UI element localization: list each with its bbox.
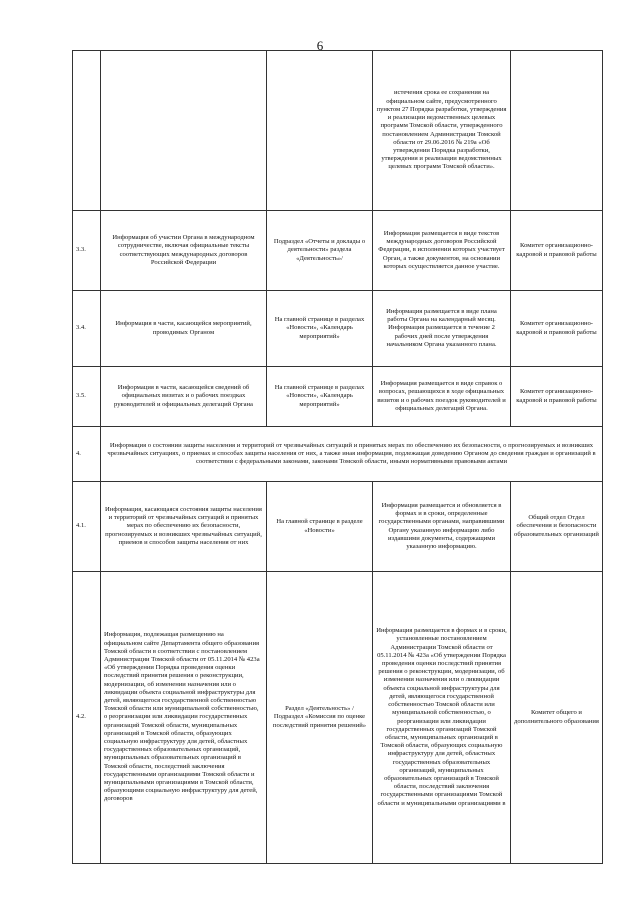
cell-note: истечения срока ее сохранения на официальном сайте, предусмотренного пунктом 27 Порядка разработки, утверждения и реализации ведомственных целевых программ Томской области, утвержденного постановлением Администрации Томской области от 29.06.2016 № 219а «Об утверждении Порядка разработки, утверждения и реализации ведомственных целевых программ Томской области». bbox=[373, 51, 511, 211]
cell-resp: Комитет организационно-кадровой и правовой работы bbox=[511, 291, 603, 367]
cell-place: На главной странице в разделах «Новости», «Календарь мероприятий» bbox=[267, 291, 373, 367]
cell-place: На главной странице в разделе «Новости» bbox=[267, 482, 373, 572]
cell-place bbox=[267, 51, 373, 211]
table-row bbox=[73, 211, 603, 291]
cell-resp: Общий отдел Отдел обеспечения и безопасности образовательных организаций bbox=[511, 482, 603, 572]
section-title: Информация о состоянии защиты населения и территорий от чрезвычайных ситуаций и принятых мерах по обеспечению их безопасности, о прогнозируемых и возникших чрезвычайных ситуациях, о приемах и способах защиты населения от них, а также иная информация, подлежащая доведению Органом до сведения граждан и организаций в соответствии с федеральными законами, законами Томской области, иными нормативными правовыми актами bbox=[101, 427, 603, 482]
cell-info: Информация в части, касающейся мероприятий, проводимых Органом bbox=[101, 291, 267, 367]
cell-resp: Комитет общего и дополнительного образования bbox=[511, 572, 603, 864]
cell-note: Информация размещается в виде плана работы Органа на календарный месяц. Информация размещается в течение 2 рабочих дней после утверждения начальником Органа указанного плана. bbox=[373, 291, 511, 367]
cell-num: 3.5. bbox=[73, 367, 101, 427]
section-row bbox=[73, 427, 603, 482]
cell-note: Информация размещается и обновляется в формах и в сроки, определенные государственными органами, направившими Органу указанную информацию либо издавшими документы, содержащими указанную информацию. bbox=[373, 482, 511, 572]
cell-note: Информация размещается в формах и в сроки, установленные постановлением Администрации Томской области от 05.11.2014 № 423а «Об утверждении Порядка проведения оценки последствий принятия решения о реконструкции, модернизации, об изменении назначения или о ликвидации объекта социальной инфраструктуры для детей, являющегося государственной собственностью Томской области или муниципальной собственностью, о реорганизации или ликвидации государственных организаций Томской области, муниципальных организаций в Томской области, образующих социальную инфраструктуру для детей, областных государственных образовательных организаций, муниципальных образовательных организаций в Томской области, последствий заключения государственными организациями Томской области и муниципальными организациями в bbox=[373, 572, 511, 864]
cell-place: Раздел «Деятельность» / Подраздел «Комиссия по оценке последствий принятия решений» bbox=[267, 572, 373, 864]
table-row bbox=[73, 291, 603, 367]
cell-info: Информация в части, касающейся сведений об официальных визитах и о рабочих поездках руководителей и официальных делегаций Органа bbox=[101, 367, 267, 427]
section-num: 4. bbox=[73, 427, 101, 482]
cell-resp bbox=[511, 51, 603, 211]
cell-info: Информация, касающаяся состояния защиты населения и территорий от чрезвычайных ситуаций и принятых мерах по обеспечению их безопасности, прогнозируемых и возникших чрезвычайных ситуаций, приемов и способов защиты населения от них bbox=[101, 482, 267, 572]
table-row-continuation bbox=[73, 51, 603, 211]
table-row bbox=[73, 367, 603, 427]
cell-resp: Комитет организационно-кадровой и правовой работы bbox=[511, 211, 603, 291]
cell-num: 4.1. bbox=[73, 482, 101, 572]
table-row bbox=[73, 572, 603, 864]
cell-info: Информация об участии Органа в международном сотрудничестве, включая официальные тексты соответствующих международных договоров Российской Федерации bbox=[101, 211, 267, 291]
cell-place: На главной странице в разделах «Новости», «Календарь мероприятий» bbox=[267, 367, 373, 427]
cell-info bbox=[101, 51, 267, 211]
cell-note: Информация размещается в виде справок о вопросах, решающихся в ходе официальных визитов и о рабочих поездок руководителей и официальных делегаций Органа. bbox=[373, 367, 511, 427]
cell-num: 4.2. bbox=[73, 572, 101, 864]
cell-num: 3.4. bbox=[73, 291, 101, 367]
cell-note: Информация размещается в виде текстов международных договоров Российской Федерации, в исполнении которых участвует Орган, а также документов, на основании которых осуществляется данное участие. bbox=[373, 211, 511, 291]
cell-num: 3.3. bbox=[73, 211, 101, 291]
cell-resp: Комитет организационно-кадровой и правовой работы bbox=[511, 367, 603, 427]
cell-place: Подраздел «Отчеты и доклады о деятельности» раздела «Деятельность»/ bbox=[267, 211, 373, 291]
table-row bbox=[73, 482, 603, 572]
cell-info: Информация, подлежащая размещению на официальном сайте Департамента общего образования Томской области в соответствии с постановлением Администрации Томской области от 05.11.2014 № 423а «Об утверждении Порядка проведения оценки последствий принятия решения о реконструкции, модернизации, об изменении назначения или о ликвидации объекта социальной инфраструктуры для детей, являющегося государственной собственностью Томской области или муниципальной собственностью, о реорганизации или ликвидации государственных организаций Томской области, муниципальных организаций в Томской области, образующих социальную инфраструктуру для детей, областных государственных образовательных организаций, муниципальных образовательных организаций в Томской области, последствий заключения государственными организациями Томской области и муниципальными организациями в Томской области, образующими социальную инфраструктуру для детей, договоров bbox=[101, 572, 267, 864]
cell-num bbox=[73, 51, 101, 211]
page-number: 6 bbox=[316, 38, 324, 53]
info-table bbox=[72, 50, 603, 864]
